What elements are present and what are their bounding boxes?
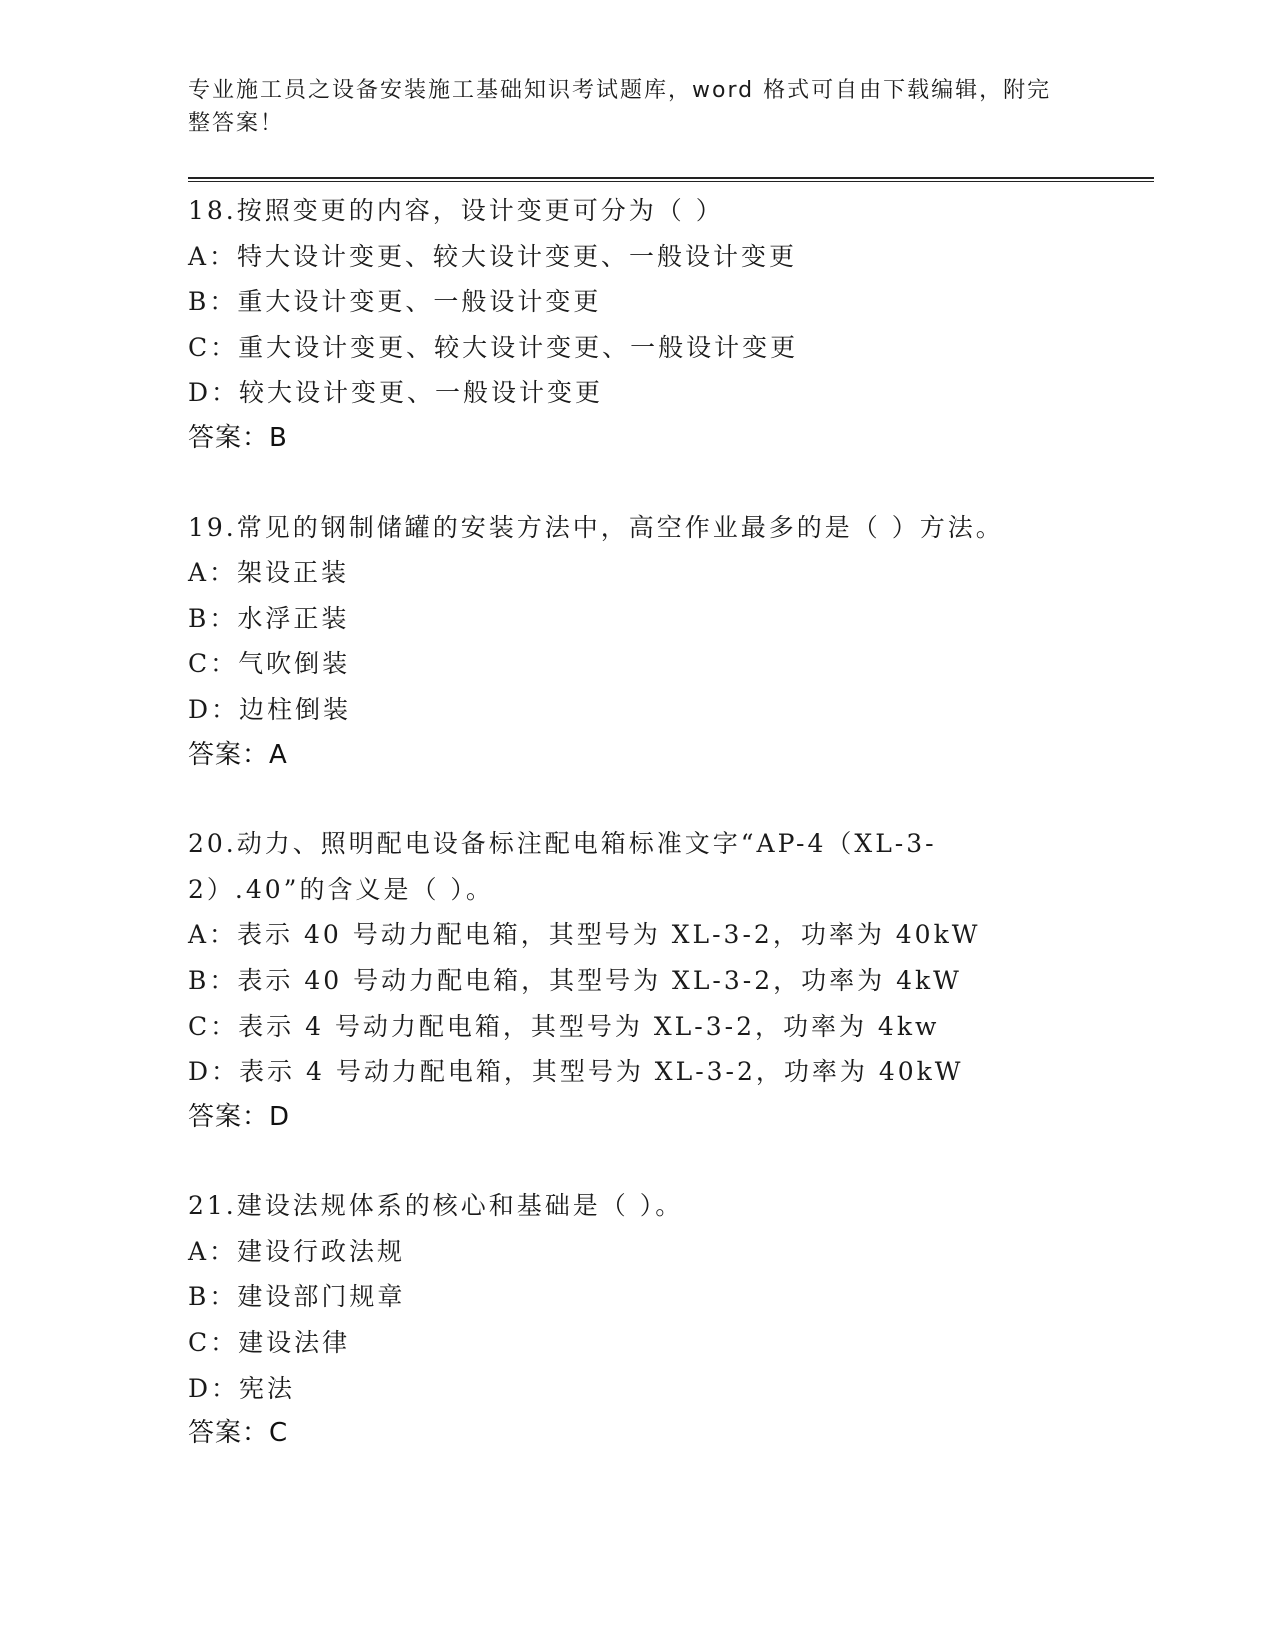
answer-label: 答案：C (188, 1418, 289, 1449)
question-18 (188, 188, 1088, 462)
option-d: D：边柱倒装 (188, 694, 352, 724)
question-20 (188, 821, 1088, 1140)
answer-label: 答案：B (188, 422, 288, 453)
question-stem: 21.建设法规体系的核心和基础是（ ）。 (188, 1191, 684, 1221)
question-21 (188, 1183, 1088, 1457)
option-b: B：表示 40 号动力配电箱，其型号为 XL-3-2，功率为 4kW (188, 965, 962, 995)
option-c: C：气吹倒装 (188, 649, 351, 679)
answer-label: 答案：D (188, 1101, 291, 1132)
option-b: B：水浮正装 (188, 603, 350, 633)
option-c: C：表示 4 号动力配电箱，其型号为 XL-3-2，功率为 4kw (188, 1011, 940, 1041)
option-c: C：建设法律 (188, 1328, 351, 1358)
question-19 (188, 505, 1088, 779)
option-d: D：较大设计变更、一般设计变更 (188, 378, 604, 408)
option-b: B：重大设计变更、一般设计变更 (188, 287, 602, 317)
document-header: 专业施工员之设备安装施工基础知识考试题库，word 格式可自由下载编辑，附完整答案！ (188, 78, 1052, 136)
question-stem: 20.动力、照明配电设备标注配电箱标准文字“AP-4（XL-3-2）.40”的含义是（ ）。 (188, 829, 937, 904)
answer-label: 答案：A (188, 739, 288, 770)
question-list (188, 188, 1088, 1500)
option-d: D：表示 4 号动力配电箱，其型号为 XL-3-2，功率为 40kW (188, 1057, 964, 1087)
option-a: A：建设行政法规 (188, 1236, 406, 1266)
option-c: C：重大设计变更、较大设计变更、一般设计变更 (188, 332, 799, 362)
option-b: B：建设部门规章 (188, 1282, 406, 1312)
question-stem: 18.按照变更的内容，设计变更可分为（ ） (188, 196, 724, 225)
option-a: A：特大设计变更、较大设计变更、一般设计变更 (188, 241, 798, 271)
question-stem: 19.常见的钢制储罐的安装方法中，高空作业最多的是（ ）方法。 (188, 512, 1004, 542)
option-a: A：表示 40 号动力配电箱，其型号为 XL-3-2，功率为 40kW (188, 920, 981, 950)
header-divider (188, 177, 1154, 182)
option-d: D：宪法 (188, 1373, 296, 1403)
option-a: A：架设正装 (188, 558, 350, 588)
